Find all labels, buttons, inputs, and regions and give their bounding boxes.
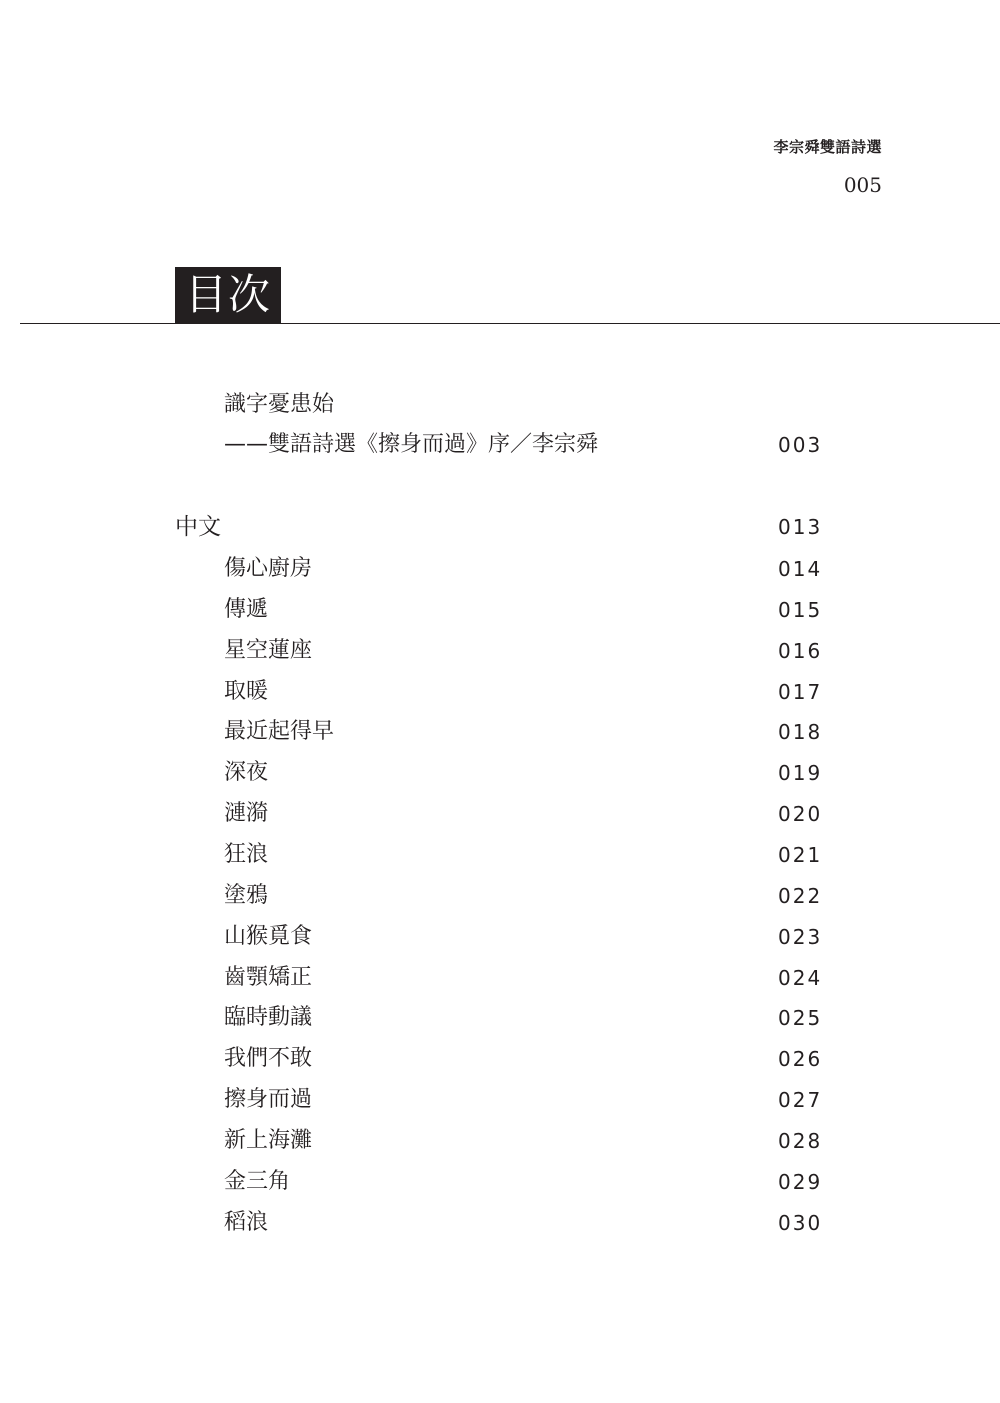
toc-entry-page-number: 029: [778, 1169, 823, 1194]
toc-entry-page-number: 022: [778, 883, 823, 908]
toc-entry-title: 齒顎矯正: [224, 964, 313, 990]
toc-entry-title: 漣漪: [224, 801, 269, 827]
toc-entry-title: 最近起得早: [224, 719, 335, 745]
toc-entry[interactable]: [0, 1126, 1000, 1156]
toc-entry-page-number: 028: [778, 1128, 823, 1153]
toc-entry-page-number: 016: [778, 638, 823, 663]
preface-page-number: 003: [778, 433, 823, 457]
toc-entry[interactable]: [0, 1003, 1000, 1033]
toc-entry-title: 臨時動議: [224, 1005, 313, 1031]
preface-subtitle-row[interactable]: [0, 430, 1000, 460]
toc-entry-title: 傷心廚房: [224, 556, 313, 581]
toc-entry-title: 擦身而過: [224, 1087, 313, 1113]
toc-entry-page-number: 027: [778, 1088, 823, 1113]
toc-entry-title: 金三角: [224, 1168, 291, 1194]
toc-entry[interactable]: [0, 554, 1000, 584]
toc-entry-page-number: 017: [778, 679, 823, 704]
toc-entry[interactable]: [0, 717, 1000, 747]
toc-entry-page-number: 019: [778, 761, 823, 786]
toc-entry-title: 深夜: [224, 760, 269, 786]
toc-section-chinese[interactable]: [0, 512, 1000, 542]
toc-entry-page-number: 015: [778, 597, 823, 622]
toc-entry-page-number: 026: [778, 1047, 823, 1072]
toc-entry-title: 我們不敢: [224, 1046, 313, 1072]
toc-entry[interactable]: [0, 758, 1000, 788]
toc-entry-page-number: 024: [778, 965, 823, 990]
toc-entry-page-number: 018: [778, 720, 823, 745]
toc-entry[interactable]: [0, 963, 1000, 993]
running-head-book-title: 李宗舜雙語詩選: [773, 138, 882, 156]
toc-entry[interactable]: [0, 1044, 1000, 1074]
toc-entry-title: 新上海灘: [224, 1127, 313, 1153]
toc-entry-page-number: 020: [778, 802, 823, 827]
toc-entry[interactable]: [0, 922, 1000, 952]
toc-entry-title: 星空蓮座: [224, 637, 313, 663]
toc-entry-title: 狂浪: [224, 842, 269, 867]
toc-entry-page-number: 030: [778, 1210, 823, 1235]
toc-entry[interactable]: [0, 636, 1000, 666]
toc-entry[interactable]: [0, 595, 1000, 625]
toc-title: 目次: [175, 267, 281, 323]
toc-entry[interactable]: [0, 1085, 1000, 1115]
toc-entry[interactable]: [0, 840, 1000, 870]
toc-entry-page-number: 025: [778, 1006, 823, 1031]
toc-entry[interactable]: [0, 799, 1000, 829]
section-page-number: 013: [778, 515, 823, 539]
toc-entry-page-number: 021: [778, 843, 823, 867]
toc-entry[interactable]: [0, 881, 1000, 911]
preface-title-row[interactable]: [0, 390, 1000, 420]
toc-entry-title: 稻浪: [224, 1209, 269, 1235]
toc-entry[interactable]: [0, 677, 1000, 707]
toc-entry[interactable]: [0, 1167, 1000, 1197]
toc-entry[interactable]: [0, 1208, 1000, 1238]
toc-entry-page-number: 023: [778, 924, 823, 949]
section-label: 中文: [175, 514, 221, 540]
preface-title-line2: ——雙語詩選《擦身而過》序／李宗舜: [224, 432, 599, 457]
toc-entry-title: 傳遞: [224, 596, 269, 622]
toc-entry-title: 山猴覓食: [224, 923, 313, 949]
page-number: 005: [843, 173, 882, 197]
toc-entry-page-number: 014: [778, 557, 823, 581]
preface-title-line1: 識字憂患始: [224, 392, 335, 417]
title-divider: [20, 323, 1000, 324]
toc-entry-title: 塗鴉: [224, 882, 269, 908]
toc-entry-title: 取暖: [224, 678, 269, 704]
